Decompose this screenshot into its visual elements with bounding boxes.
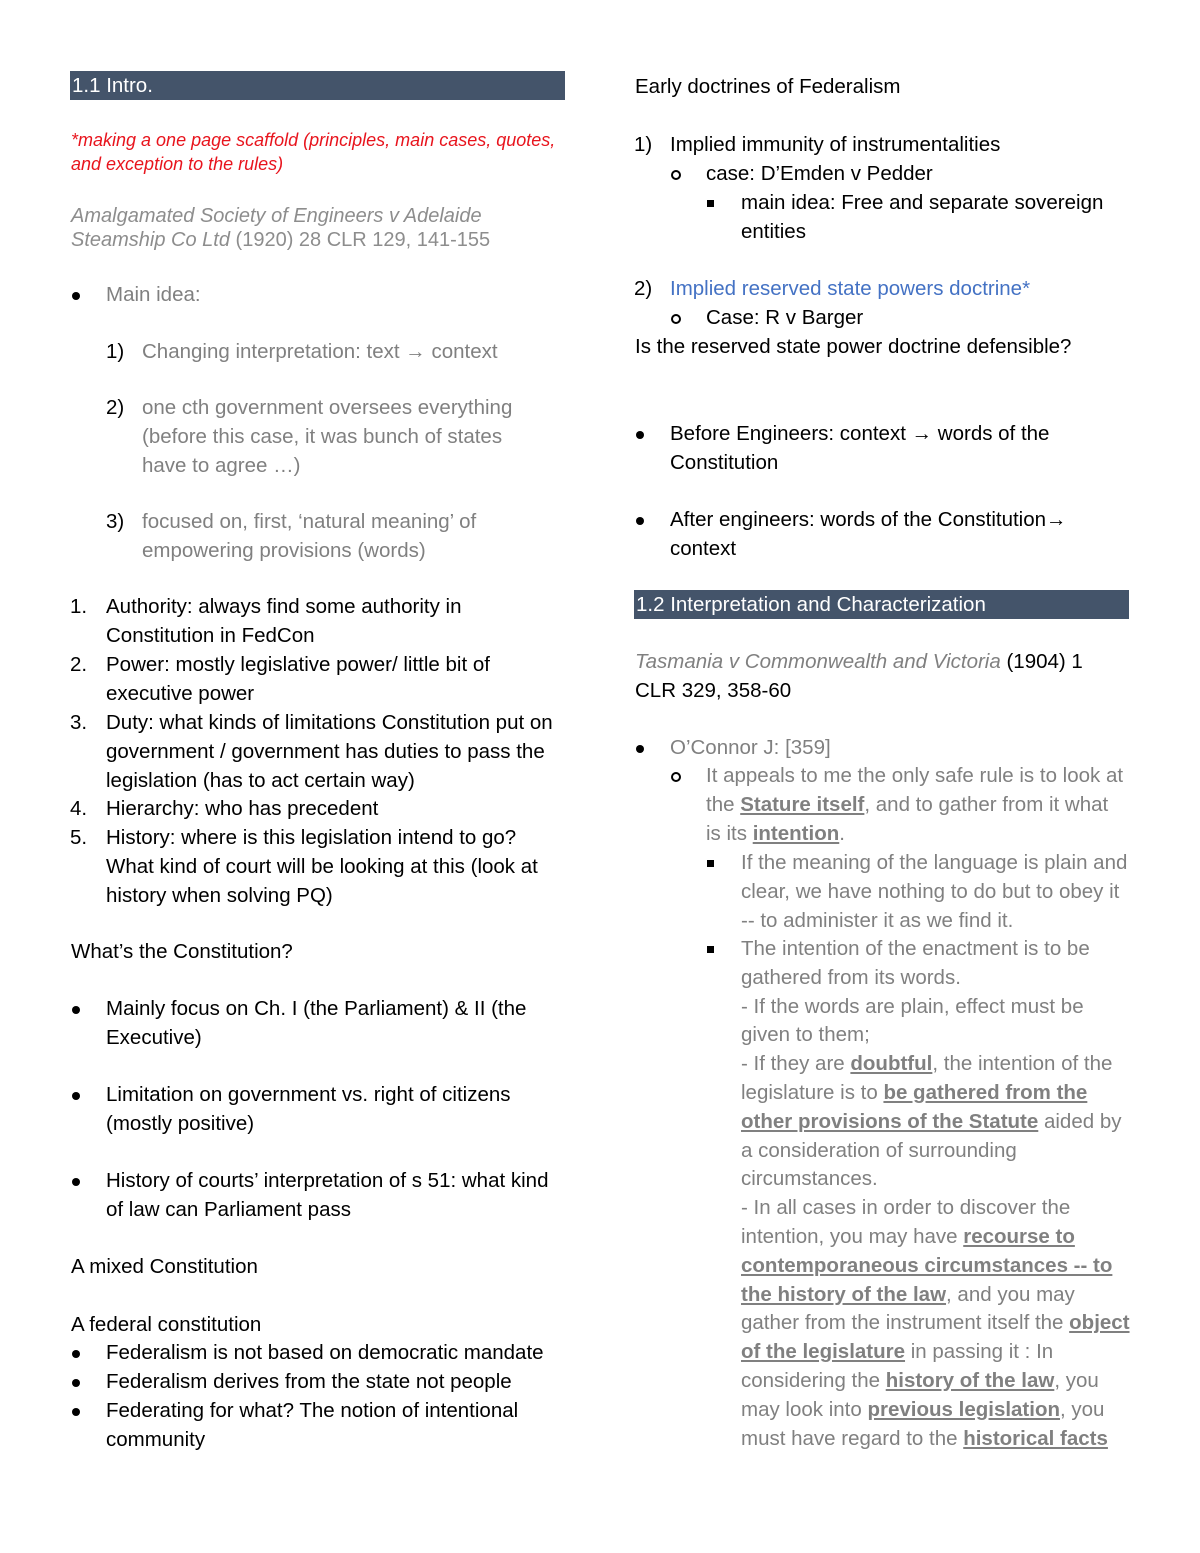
case-title: Amalgamated Society of Engineers v Adelaide Steamship Co Ltd (71, 205, 482, 251)
doctrine-2: 2) Implied reserved state powers doctrine* (634, 277, 1031, 300)
main-idea-1: 1) Changing interpretation: text → context (106, 340, 498, 363)
section-heading-interpretation: 1.2 Interpretation and Characterization (634, 590, 1129, 619)
main-idea-item: Main idea: (106, 283, 201, 306)
case-reference-engineers (71, 204, 551, 252)
whats-constitution-heading: What’s the Constitution? (71, 940, 293, 963)
principle-2: 2. Power: mostly legislative power/ little bit of executive power (70, 653, 490, 705)
defensible-question: Is the reserved state power doctrine defensible? (635, 335, 1072, 358)
principle-1: 1. Authority: always find some authority in Constitution in FedCon (70, 595, 462, 647)
quote-safe-rule: It appeals to me the only safe rule is to look at the Stature itself, and to gather from it what is its intention. (706, 764, 1124, 845)
case-reference-tasmania (635, 648, 1115, 706)
scaffold-note: *making a one page scaffold (principles, main cases, quotes, and exception to the rules) (71, 130, 556, 174)
quote-plain-meaning: If the meaning of the language is plain and clear, we have nothing to do but to obey it -- to administer it as we find it. (741, 851, 1128, 932)
federal-constitution-heading: A federal constitution (71, 1313, 262, 1336)
section-heading-intro: 1.1 Intro. (70, 71, 565, 100)
principle-4: 4. Hierarchy: who has precedent (70, 797, 379, 820)
main-idea-3: 3) focused on, first, ‘natural meaning’ of empowering provisions (words) (106, 510, 477, 562)
constitution-point-1: Mainly focus on Ch. I (the Parliament) & II (the Executive) (106, 997, 527, 1049)
constitution-point-2: Limitation on government vs. right of citizens (mostly positive) (106, 1083, 511, 1135)
oconnor-item: O’Connor J: [359] (670, 736, 831, 759)
doctrine-1: 1) Implied immunity of instrumentalities (634, 133, 1001, 156)
case-citation: (1920) 28 CLR 129, 141-155 (229, 229, 491, 251)
doctrine-1-idea: main idea: Free and separate sovereign entities (741, 191, 1104, 243)
early-doctrines-heading: Early doctrines of Federalism (635, 75, 901, 98)
federal-point-1: Federalism is not based on democratic mandate (106, 1341, 544, 1364)
mixed-constitution-heading: A mixed Constitution (71, 1255, 258, 1278)
doctrine-1-case: case: D’Emden v Pedder (706, 162, 933, 185)
before-engineers: Before Engineers: context → words of the Constitution (670, 422, 1050, 474)
after-engineers: After engineers: words of the Constitution→ context (670, 508, 1067, 560)
quote-intention: The intention of the enactment is to be gathered from its words. - If the words are plain, effect must be given to them; - If they are doubtful, the intention of the legislature is to be gathered from the other provisions of the Statute aided by a consideration of surrounding circumstances. - In all cases in order to discover the intention, you may have recourse to contemporaneous circumstances -- to the history of the law, and you may gather from the instrument itself the object of the legislature in passing it : In considering the history of the law, you may look into previous legislation, you must have regard to the historical facts (741, 937, 1130, 1450)
federal-point-3: Federating for what? The notion of intentional community (106, 1399, 519, 1451)
case-title: Tasmania v Commonwealth and Victoria (635, 650, 1001, 673)
case-citation: (1904) 1 CLR 329, 358-60 (635, 650, 1083, 702)
constitution-point-3: History of courts’ interpretation of s 51: what kind of law can Parliament pass (106, 1169, 549, 1221)
doctrine-2-case: Case: R v Barger (706, 306, 864, 329)
principle-3: 3. Duty: what kinds of limitations Constitution put on government / government has duties to pass the legislation (has to act certain way) (70, 711, 553, 792)
main-idea-2: 2) one cth government oversees everything (before this case, it was bunch of states have to agree …) (106, 396, 513, 477)
principle-5: 5. History: where is this legislation intend to go? What kind of court will be looking at this (look at history when solving PQ) (70, 826, 538, 907)
federal-point-2: Federalism derives from the state not people (106, 1370, 512, 1393)
